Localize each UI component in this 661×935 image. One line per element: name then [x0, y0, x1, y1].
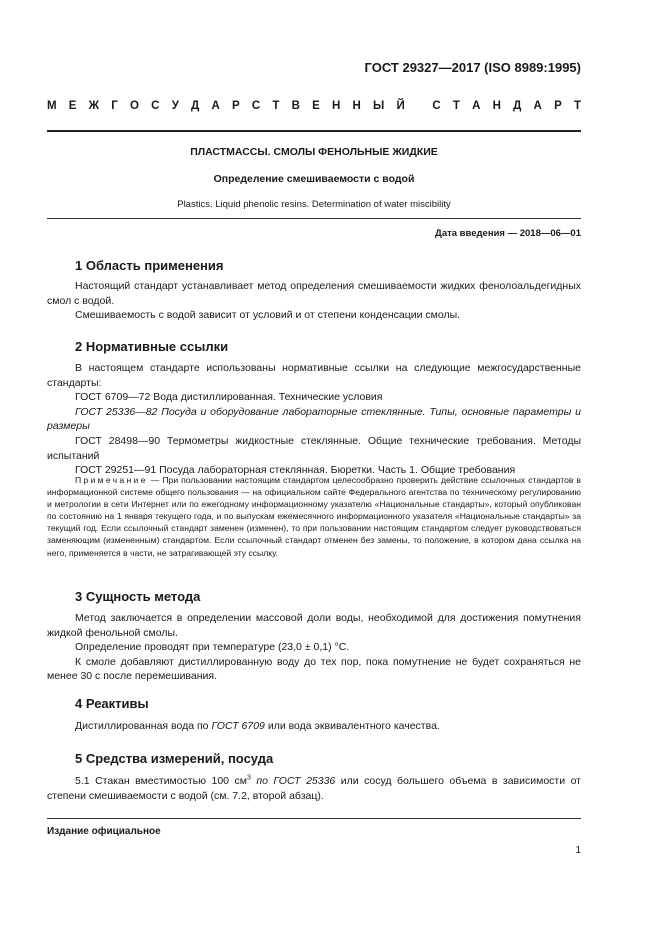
banner-letter: Н [352, 100, 361, 112]
reference-link: ГОСТ 6709 [211, 720, 265, 732]
effective-date: Дата введения — 2018—06—01 [435, 228, 581, 239]
section-4-heading: 4 Реактивы [75, 696, 149, 711]
title-rule [47, 218, 581, 219]
reference-link: по ГОСТ 25336 [250, 775, 336, 787]
section-3-heading: 3 Сущность метода [75, 589, 201, 604]
banner-letter: Е [312, 100, 320, 112]
section-2-heading: 2 Нормативные ссылки [75, 339, 229, 354]
section-3-paragraph: Метод заключается в определении массовой доли воды, необходимой для достижения помутнения жидкой фенольной смолы. [47, 612, 581, 639]
text-run: 5.1 Стакан вместимостью 100 см [75, 775, 247, 787]
section-4-body [47, 719, 581, 734]
banner-letter: С [151, 100, 160, 112]
banner-letter: Р [554, 100, 562, 112]
reference-item: ГОСТ 28498—90 Термометры жидкостные стеклянные. Общие технические требования. Методы испытаний [47, 434, 581, 462]
banner-letter: М [47, 100, 57, 112]
note-label: Примечание [75, 475, 148, 485]
banner-letter: Т [573, 100, 581, 112]
reference-item: ГОСТ 6709—72 Вода дистиллированная. Технические условия [75, 391, 383, 404]
section-5-paragraph [47, 774, 581, 803]
banner-letter: Й [396, 100, 405, 112]
section-2-intro: В настоящем стандарте использованы нормативные ссылки на следующие межгосударственные стандарты: [47, 362, 581, 389]
banner-letter: А [211, 100, 220, 112]
banner-letter: Г [111, 100, 118, 112]
document-title: ПЛАСТМАССЫ. СМОЛЫ ФЕНОЛЬНЫЕ ЖИДКИЕ [190, 146, 438, 158]
reference-item: ГОСТ 29251—91 Посуда лабораторная стеклянная. Бюретки. Часть 1. Общие требования [75, 464, 516, 477]
banner-letter: Н [331, 100, 341, 112]
header-rule [47, 130, 581, 132]
section-3-paragraph: Определение проводят при температуре (23,0 ± 0,1) °С. [75, 641, 350, 654]
footer-rule [47, 818, 581, 819]
interstate-standard-banner [47, 100, 581, 112]
section-5-body [47, 774, 581, 803]
banner-letter [417, 100, 420, 112]
banner-letter: Ж [88, 100, 100, 112]
superscript: 3 [246, 774, 251, 782]
page-number: 1 [575, 845, 581, 856]
section-1-paragraph: Настоящий стандарт устанавливает метод определения смешиваемости жидких фенолоальдегидных смол с водой. [47, 280, 581, 307]
banner-letter: Р [231, 100, 240, 112]
section-4-paragraph [47, 719, 581, 734]
reference-item: ГОСТ 25336—82 Посуда и оборудование лабораторные стеклянные. Типы, основные параметры и размеры [47, 405, 581, 433]
section-5-heading: 5 Средства измерений, посуда [75, 751, 274, 766]
banner-letter: Т [452, 100, 460, 112]
section-3-paragraph: К смоле добавляют дистиллированную воду до тех пор, пока помутнение не будет сохраняться не менее 30 с после перемешивания. [47, 655, 581, 683]
banner-letter: Ы [373, 100, 385, 112]
section-2-body [47, 361, 581, 478]
banner-letter: Д [191, 100, 200, 112]
banner-letter: А [472, 100, 481, 112]
banner-letter: Е [68, 100, 77, 112]
banner-letter: В [291, 100, 300, 112]
banner-letter: С [432, 100, 441, 112]
banner-letter: А [533, 100, 542, 112]
text-run: или вода эквивалентного качества. [264, 720, 440, 732]
section-1-body [47, 279, 581, 323]
banner-letter: У [171, 100, 179, 112]
text-run: Дистиллированная вода по [75, 720, 212, 732]
gost-code: ГОСТ 29327—2017 (ISO 8989:1995) [364, 60, 581, 75]
text-run: или сосуд большего объема в зависимости от степени смешиваемости с водой (см. 7.2, второй абзац). [47, 775, 581, 802]
section-1-heading: 1 Область применения [75, 258, 224, 273]
section-1-paragraph: Смешиваемость с водой зависит от условий и от степени конденсации смолы. [75, 309, 461, 322]
banner-letter: С [251, 100, 261, 112]
banner-letter: Т [272, 100, 280, 112]
english-title: Plastics. Liquid phenolic resins. Determination of water miscibility [177, 199, 451, 210]
document-subtitle: Определение смешиваемости с водой [213, 173, 415, 185]
official-edition-label: Издание официальное [47, 826, 161, 837]
banner-letter: О [130, 100, 139, 112]
note-paragraph [47, 474, 581, 559]
banner-letter: Д [513, 100, 522, 112]
reference-note [47, 474, 581, 559]
section-3-body [47, 611, 581, 684]
note-text: — При пользовании настоящим стандартом целесообразно проверить действие ссылочных стандартов в информационной системе общего пользования — на официальном сайте Федерального агентства по техническому регулированию и метрологии в сети Интернет или по ежегодному информационному указателю «Национальные стандарты», который опубликован по состоянию на 1 января текущего года, и по выпускам ежемесячного информационного указателя «Национальные стандарты» за текущий год. Если ссылочный стандарт заменен (изменен), то при пользовании настоящим стандартом следует руководствоваться заменяющим (измененным) стандартом. Если ссылочный стандарт отменен без замены, то положение, в котором дана ссылка на него, применяется в части, не затрагивающей эту ссылку. [47, 475, 581, 558]
banner-letter: Н [492, 100, 501, 112]
